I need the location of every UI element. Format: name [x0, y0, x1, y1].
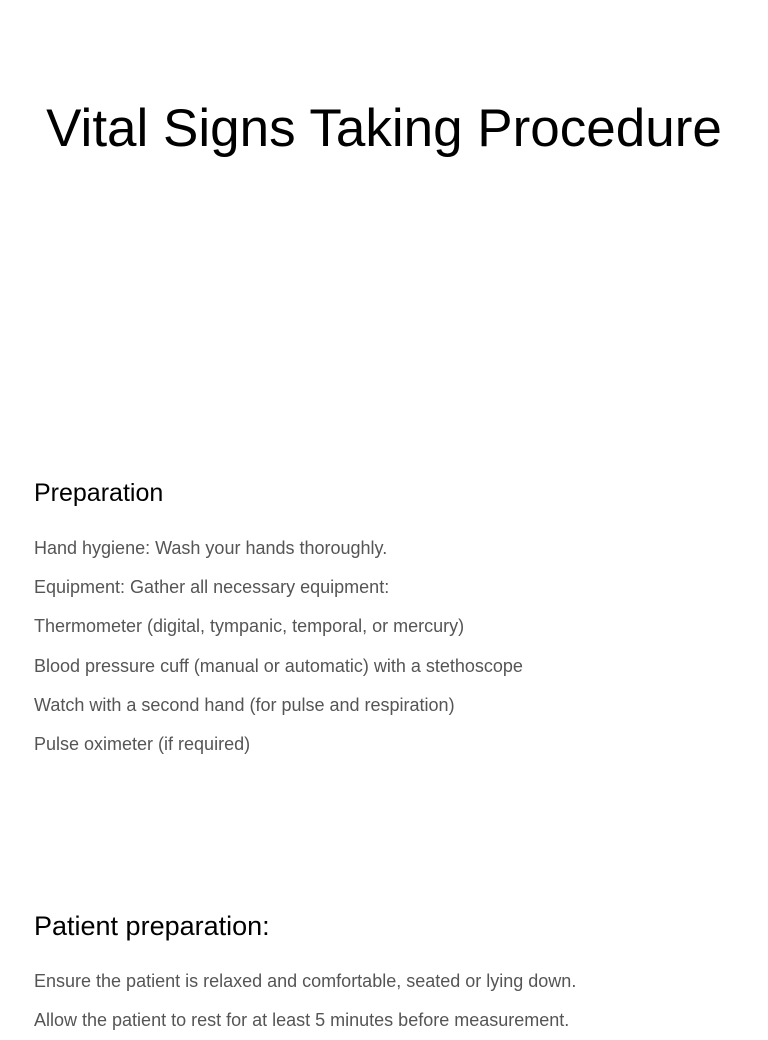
list-item: Thermometer (digital, tympanic, temporal, or mercury) [34, 616, 465, 637]
list-item: Blood pressure cuff (manual or automatic) with a stethoscope [34, 655, 523, 676]
list-item: Allow the patient to rest for at least 5 minutes before measurement. [34, 1010, 570, 1031]
list-item: Ensure the patient is relaxed and comfortable, seated or lying down. [34, 971, 577, 991]
list-item: Hand hygiene: Wash your hands thoroughly. [34, 538, 388, 558]
section-heading-preparation: Preparation [34, 479, 164, 507]
section-heading-patient-preparation: Patient preparation: [34, 911, 270, 941]
page-title: Vital Signs Taking Procedure [46, 99, 722, 158]
list-item: Equipment: Gather all necessary equipment: [34, 577, 390, 598]
patient-preparation-list [34, 962, 576, 1040]
preparation-list [34, 529, 523, 764]
list-item: Watch with a second hand (for pulse and respiration) [34, 694, 455, 715]
list-item: Pulse oximeter (if required) [34, 734, 251, 755]
